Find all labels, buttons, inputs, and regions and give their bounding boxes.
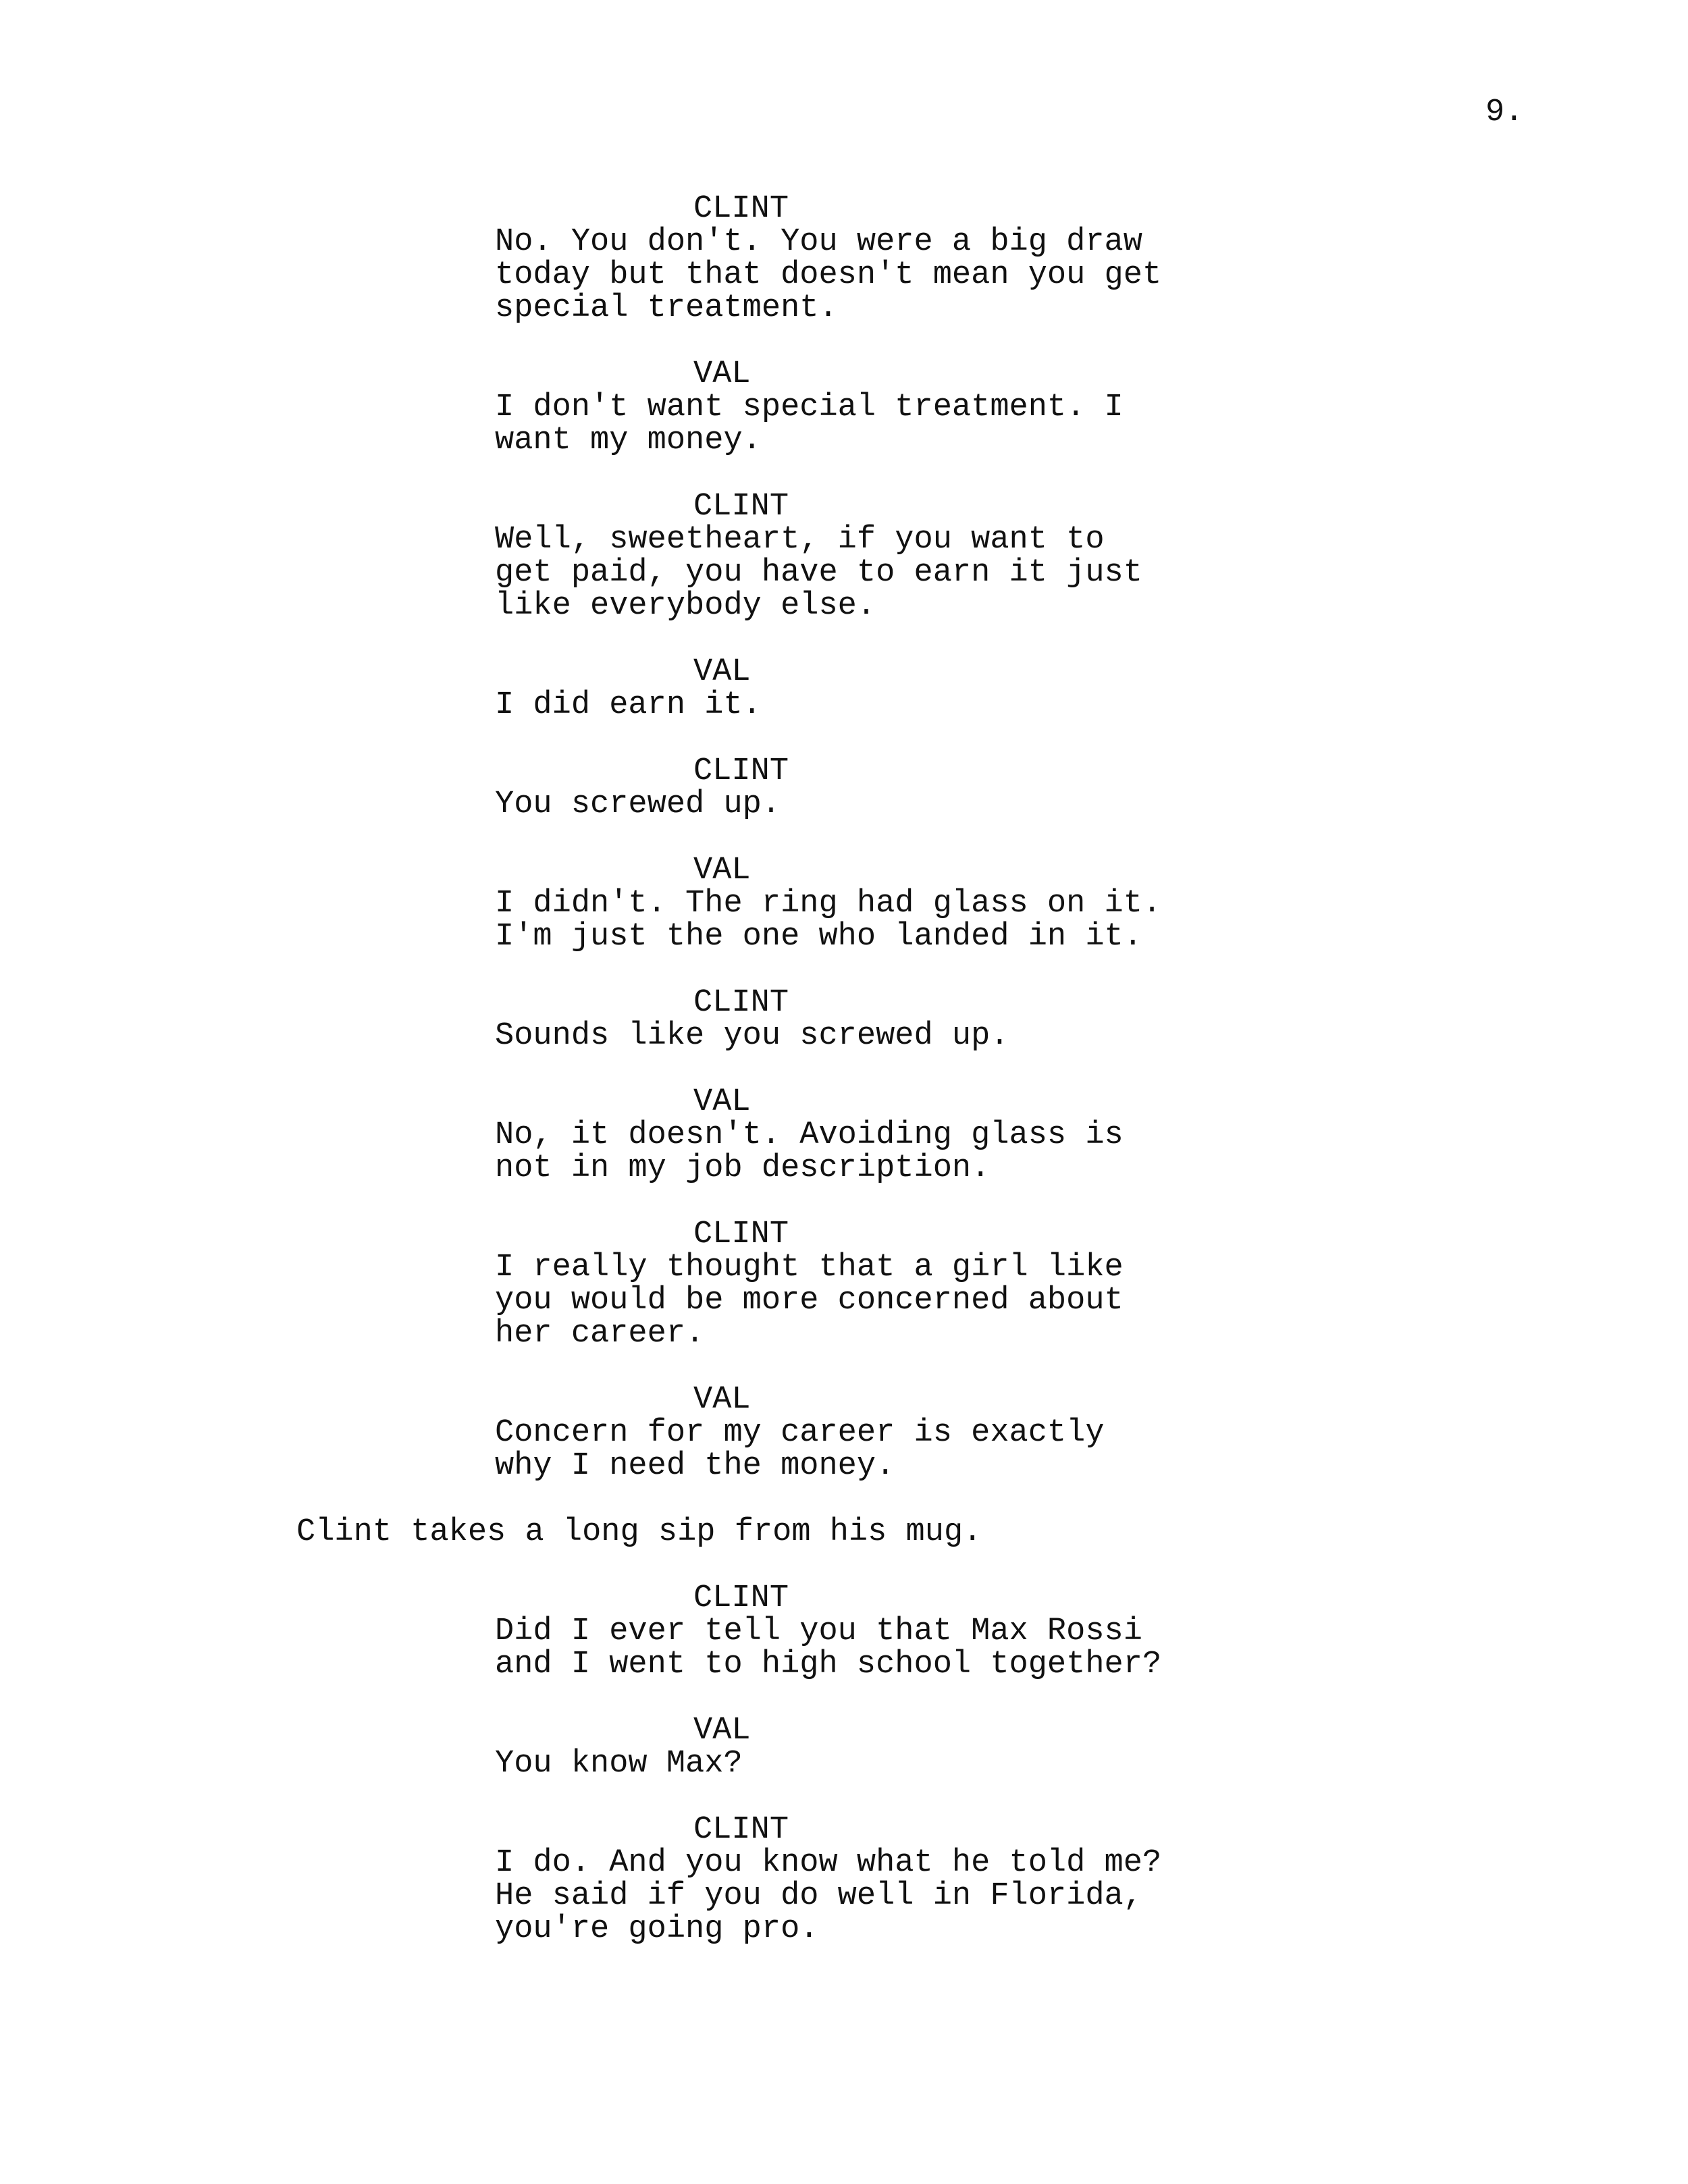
character-name: VAL [693, 1382, 751, 1418]
action-line: Clint takes a long sip from his mug. [296, 1514, 982, 1550]
character-name: VAL [693, 1084, 751, 1120]
dialogue-line: want my money. [495, 423, 762, 458]
dialogue-text [495, 689, 1238, 722]
dialogue-text [495, 523, 1238, 622]
dialogue-line: I did earn it. [495, 687, 762, 723]
dialogue-line: get paid, you have to earn it just [495, 555, 1142, 591]
dialogue-text [495, 887, 1238, 953]
dialogue-text [495, 1747, 1238, 1780]
character-name: VAL [693, 853, 751, 888]
dialogue-block [0, 755, 1688, 821]
dialogue-line: No, it doesn't. Avoiding glass is [495, 1117, 1124, 1153]
dialogue-line: No. You don't. You were a big draw [495, 224, 1142, 260]
dialogue-line: her career. [495, 1316, 705, 1352]
dialogue-line: I'm just the one who landed in it. [495, 919, 1142, 955]
action-text [296, 1516, 1377, 1549]
dialogue-line: why I need the money. [495, 1448, 895, 1484]
dialogue-line: Sounds like you screwed up. [495, 1018, 1009, 1054]
dialogue-block [0, 192, 1688, 325]
dialogue-block [0, 1813, 1688, 1946]
dialogue-text [495, 1119, 1238, 1185]
dialogue-block [0, 490, 1688, 622]
dialogue-block [0, 1218, 1688, 1350]
dialogue-text [495, 1416, 1238, 1483]
character-name: CLINT [693, 1812, 789, 1848]
character-name: CLINT [693, 753, 789, 789]
dialogue-text [495, 225, 1238, 325]
character-name: CLINT [693, 985, 789, 1021]
dialogue-block [0, 358, 1688, 457]
dialogue-block [0, 656, 1688, 722]
dialogue-line: Did I ever tell you that Max Rossi [495, 1614, 1142, 1649]
character-name: VAL [693, 356, 751, 392]
dialogue-line: Well, sweetheart, if you want to [495, 522, 1105, 558]
dialogue-line: I really thought that a girl like [495, 1250, 1124, 1285]
dialogue-line: and I went to high school together? [495, 1647, 1162, 1682]
dialogue-line: I do. And you know what he told me? [495, 1845, 1162, 1881]
dialogue-line: you're going pro. [495, 1911, 819, 1947]
dialogue-block [0, 1383, 1688, 1483]
dialogue-line: you would be more concerned about [495, 1283, 1124, 1319]
script-body [0, 192, 1688, 1946]
dialogue-line: special treatment. [495, 290, 838, 326]
dialogue-text [495, 1615, 1238, 1681]
character-name: VAL [693, 1713, 751, 1749]
dialogue-block [0, 854, 1688, 953]
dialogue-line: He said if you do well in Florida, [495, 1878, 1142, 1914]
page-number: 9. [1485, 95, 1524, 130]
dialogue-text [495, 1251, 1238, 1350]
dialogue-line: You screwed up. [495, 787, 781, 822]
dialogue-text [495, 391, 1238, 457]
dialogue-line: Concern for my career is exactly [495, 1415, 1105, 1451]
dialogue-line: You know Max? [495, 1746, 743, 1782]
dialogue-block [0, 1714, 1688, 1780]
character-name: VAL [693, 654, 751, 690]
dialogue-line: I didn't. The ring had glass on it. [495, 886, 1162, 922]
character-name: CLINT [693, 1580, 789, 1616]
dialogue-line: like everybody else. [495, 588, 876, 624]
dialogue-line: not in my job description. [495, 1150, 991, 1186]
dialogue-block [0, 1582, 1688, 1681]
dialogue-text [495, 1846, 1238, 1946]
dialogue-line: today but that doesn't mean you get [495, 257, 1162, 293]
character-name: CLINT [693, 191, 789, 227]
character-name: CLINT [693, 489, 789, 525]
dialogue-text [495, 788, 1238, 821]
dialogue-text [495, 1019, 1238, 1053]
action-block [0, 1516, 1688, 1549]
dialogue-block [0, 1086, 1688, 1185]
dialogue-line: I don't want special treatment. I [495, 390, 1124, 425]
dialogue-block [0, 986, 1688, 1053]
character-name: CLINT [693, 1217, 789, 1252]
